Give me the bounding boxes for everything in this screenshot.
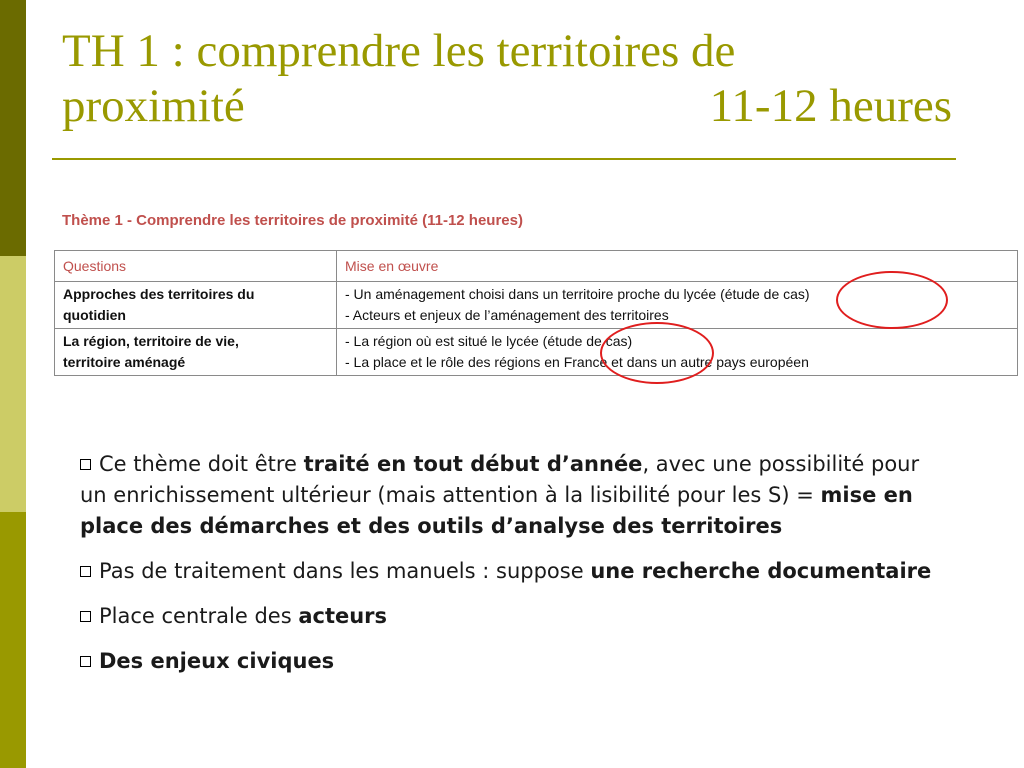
side-bar-segment-mid [0,512,26,768]
red-circle-annotation [600,322,714,384]
slide-title [62,24,962,134]
bullet-emphasis: acteurs [298,604,388,628]
bullet-text: Place centrale des [99,604,299,628]
header-mise-en-oeuvre: Mise en œuvre [337,251,1018,282]
checkbox-square-icon [80,611,91,622]
program-excerpt-heading: Thème 1 - Comprendre les territoires de proximité (11-12 heures) [62,212,523,229]
side-bar-segment-dark [0,0,26,256]
checkbox-square-icon [80,566,91,577]
question-cell [55,282,337,329]
bullet-emphasis: une recherche documentaire [590,559,932,583]
mise-en-oeuvre-line: - Acteurs et enjeux de l’aménagement des territoires [345,307,669,323]
bullet-text: Ce thème doit être [99,452,304,476]
table-row [55,329,1018,376]
red-circle-annotation [836,271,948,329]
bullet-item [80,556,940,587]
question-text: territoire aménagé [63,354,186,370]
mise-en-oeuvre-line: - Un aménagement choisi dans un territoire proche du lycée (étude de cas) [345,286,810,302]
bullet-item [80,601,940,632]
title-line-1: TH 1 : comprendre les territoires de [62,25,736,77]
bullet-emphasis: Des enjeux civiques [99,649,335,673]
header-questions: Questions [55,251,337,282]
checkbox-square-icon [80,656,91,667]
bullet-text: , avec une possibilité pour un enrichissement ultérieur (mais attention à la lisibilité pour les S) = [80,452,920,507]
mise-en-oeuvre-line: - La région où est situé le lycée (étude de cas) [345,333,633,349]
bullet-emphasis: mise en place des démarches et des outils d’analyse des territoires [80,483,913,538]
mise-en-oeuvre-line: - La place et le rôle des régions en France et dans un autre pays européen [345,354,809,370]
bullet-list [80,449,940,691]
side-bar-segment-light [0,256,26,512]
bullet-text: Pas de traitement dans les manuels : suppose [99,559,591,583]
question-text: Approches des territoires du [63,286,255,302]
title-line-2: proximité [62,80,245,132]
question-text: La région, territoire de vie, [63,333,239,349]
bullet-item [80,646,940,677]
title-underline [52,158,956,160]
question-text: quotidien [63,307,126,323]
bullet-item [80,449,940,542]
title-hours: 11-12 heures [709,80,952,132]
question-cell [55,329,337,376]
side-decoration-bar [0,0,26,768]
checkbox-square-icon [80,459,91,470]
bullet-emphasis: traité en tout début d’année [303,452,643,476]
